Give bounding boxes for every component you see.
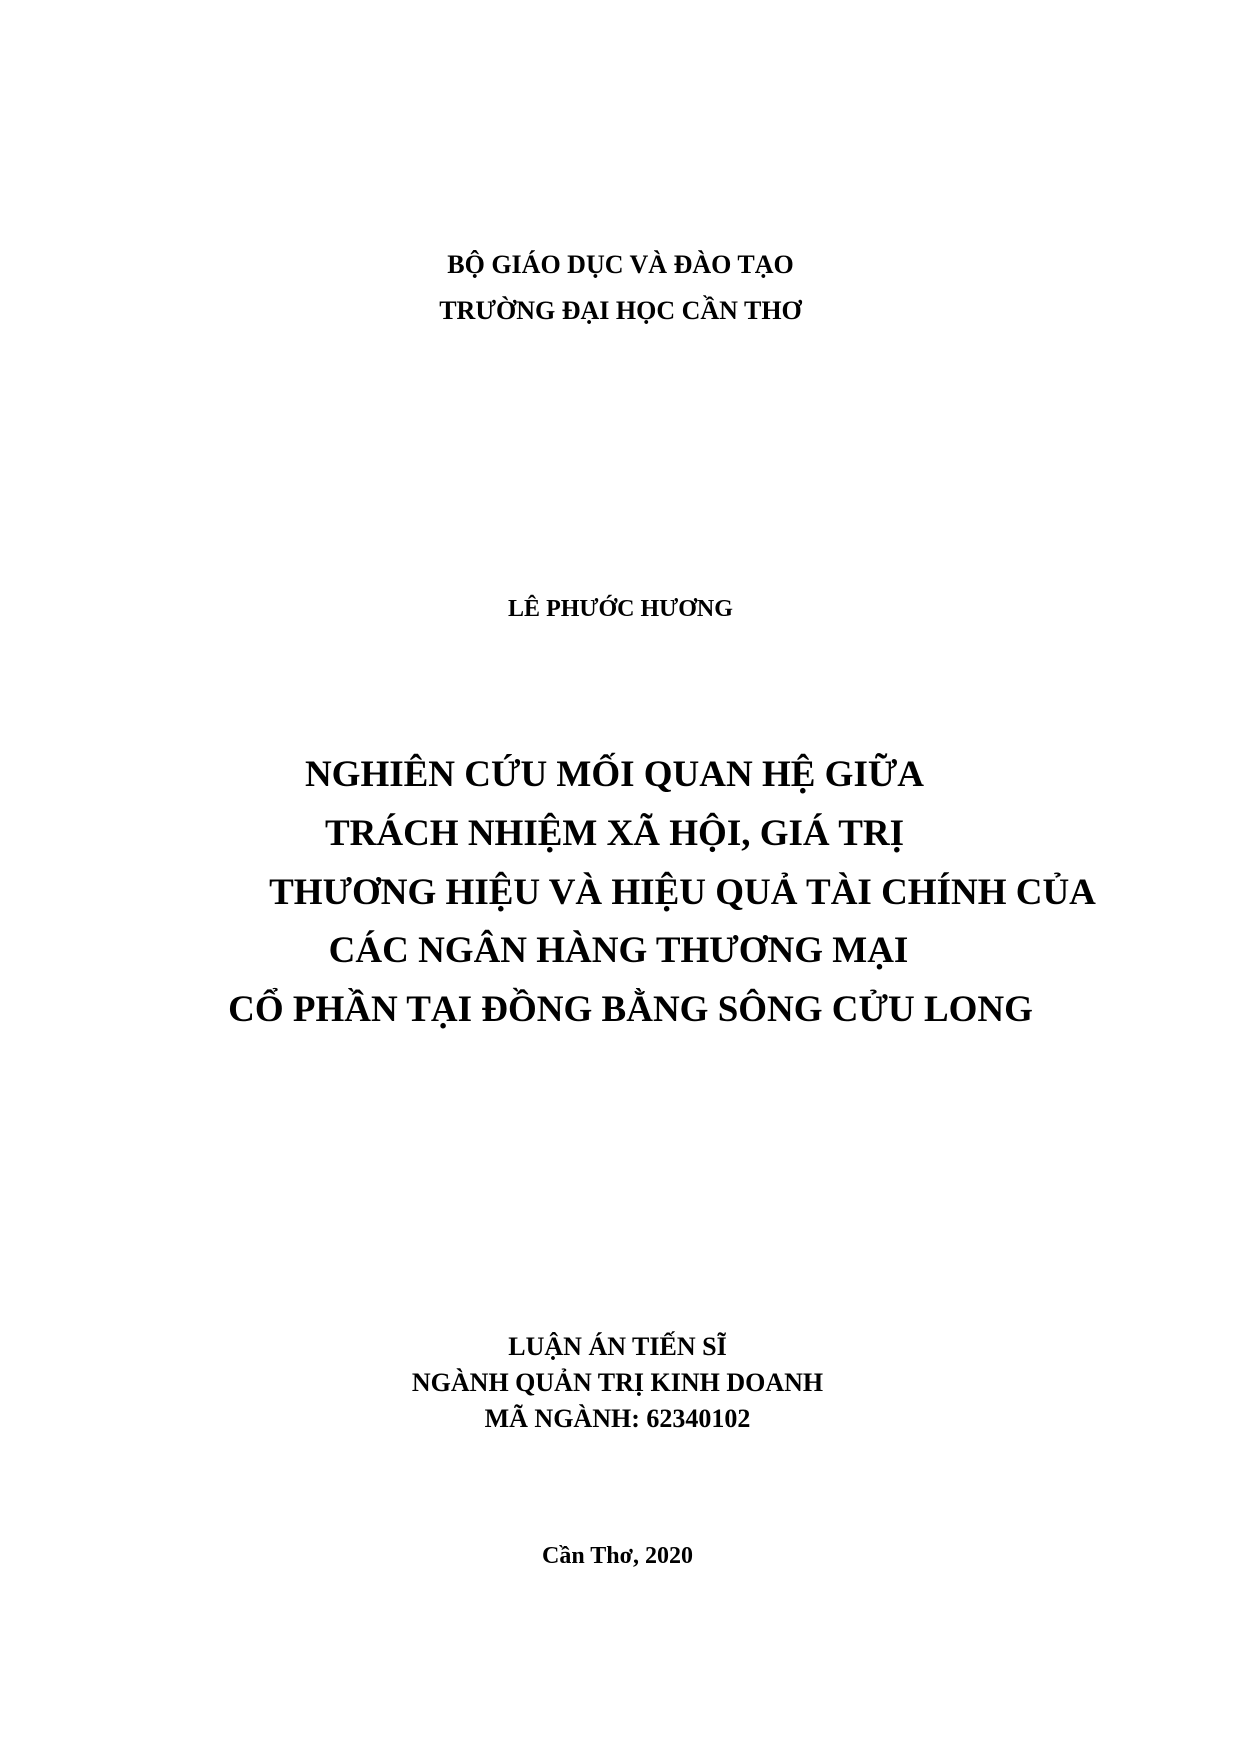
thesis-title-line-4: CÁC NGÂN HÀNG THƯƠNG MẠI — [328, 930, 909, 971]
thesis-title-line-3: THƯƠNG HIỆU VÀ HIỆU QUẢ TÀI CHÍNH CỦA — [269, 872, 1096, 913]
thesis-title-line-5: CỔ PHẦN TẠI ĐỒNG BẰNG SÔNG CỬU LONG — [228, 989, 1033, 1030]
place-and-year: Cần Thơ, 2020 — [542, 1543, 693, 1569]
degree-code: MÃ NGÀNH: 62340102 — [484, 1404, 751, 1433]
university-name: TRƯỜNG ĐẠI HỌC CẦN THƠ — [439, 296, 802, 325]
author-name: LÊ PHƯỚC HƯƠNG — [508, 596, 733, 622]
degree-type: LUẬN ÁN TIẾN SĨ — [508, 1332, 727, 1361]
degree-major: NGÀNH QUẢN TRỊ KINH DOANH — [411, 1368, 824, 1397]
thesis-title-line-2: TRÁCH NHIỆM XÃ HỘI, GIÁ TRỊ — [324, 813, 905, 854]
ministry-name: BỘ GIÁO DỤC VÀ ĐÀO TẠO — [447, 250, 794, 279]
thesis-title-line-1: NGHIÊN CỨU MỐI QUAN HỆ GIỮA — [304, 754, 925, 795]
